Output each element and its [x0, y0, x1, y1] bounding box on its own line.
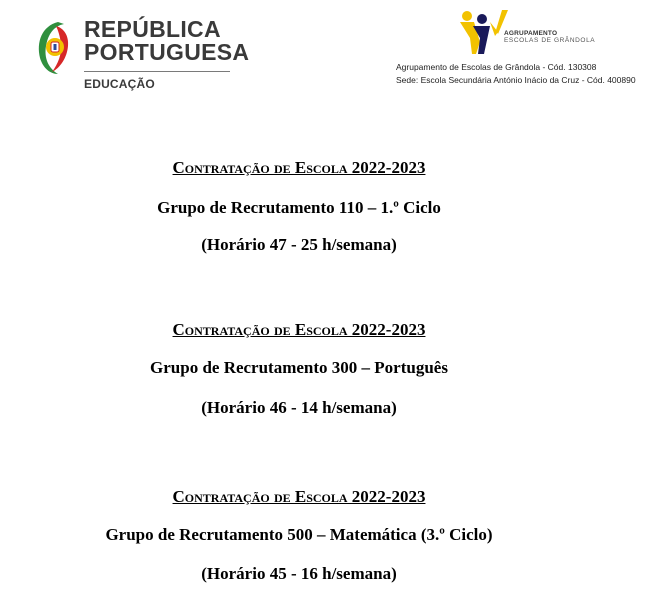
listing-group: Grupo de Recrutamento 300 – Português: [150, 358, 448, 377]
listing-group: Grupo de Recrutamento 500 – Matemática (3.º Ciclo): [105, 525, 493, 544]
listing-heading: Contratação de Escola 2022-2023: [172, 487, 426, 506]
republica-portuguesa-title: REPÚBLICA PORTUGUESA: [84, 16, 250, 65]
divider: [84, 71, 230, 72]
listing-schedule: (Horário 47 - 25 h/semana): [201, 235, 397, 254]
agrupamento-header: [396, 8, 636, 88]
listing-heading: Contratação de Escola 2022-2023: [172, 320, 426, 339]
listing-group: Grupo de Recrutamento 110 – 1.º Ciclo: [157, 198, 441, 217]
agrupamento-name: AGRUPAMENTO ESCOLAS DE GRÂNDOLA: [504, 30, 596, 44]
republica-portuguesa-logo: [34, 14, 250, 96]
listing-heading: Contratação de Escola 2022-2023: [172, 158, 426, 177]
listing-schedule: (Horário 46 - 14 h/semana): [201, 398, 397, 417]
educacao-label: EDUCAÇÃO: [84, 77, 155, 91]
sede-code: Sede: Escola Secundária António Inácio da Cruz - Cód. 400890: [396, 75, 636, 85]
portugal-emblem-icon: [34, 14, 70, 76]
listing-schedule: (Horário 45 - 16 h/semana): [201, 564, 397, 583]
agrupamento-code: Agrupamento de Escolas de Grândola - Cód. 130308: [396, 62, 597, 72]
